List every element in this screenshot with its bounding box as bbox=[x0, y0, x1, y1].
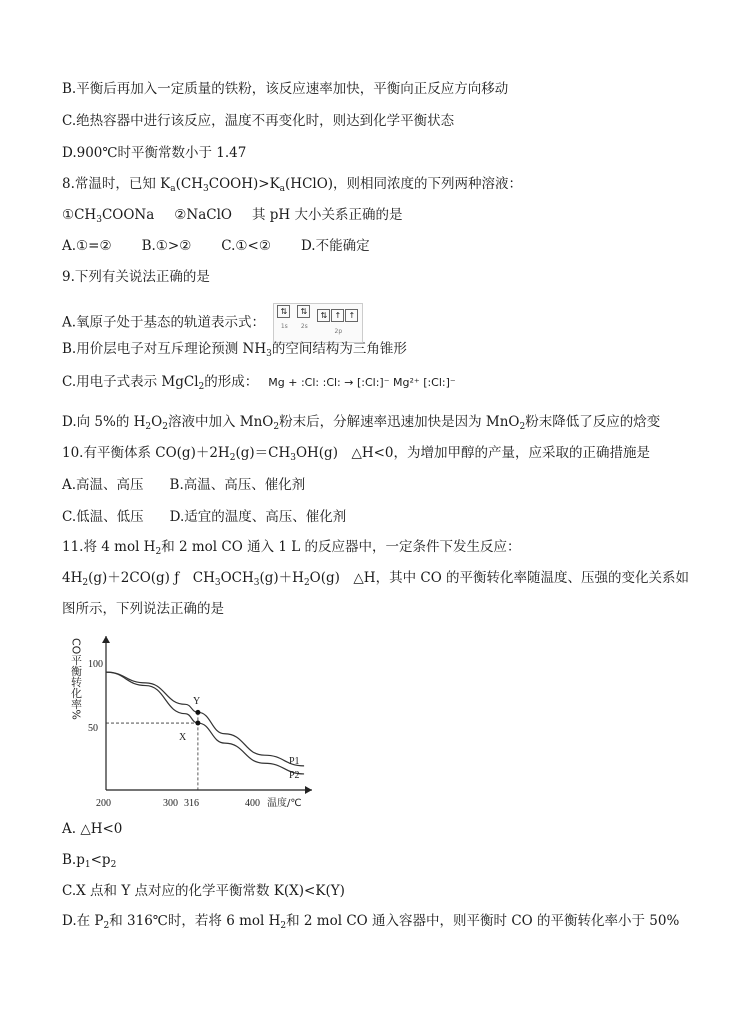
electron-dot-formula: Mg + :Cl: :Cl: → [:Cl:]⁻ Mg²⁺ [:Cl:]⁻ bbox=[268, 375, 456, 389]
q8-items: $①CH_3COONa$ ②NaClO 其 pH 大小关系正确的是 bbox=[62, 207, 403, 225]
q7-option-b: B.平衡后再加入一定质量的铁粉，该反应速率加快，平衡向正反应方向移动 bbox=[62, 81, 509, 97]
y-tick-100: 100 bbox=[88, 659, 103, 670]
x-tick-400: 400 bbox=[245, 798, 260, 809]
point-label-y: Y bbox=[193, 696, 201, 707]
q11-option-a: A. △H<0 bbox=[62, 821, 123, 837]
point-y bbox=[195, 710, 200, 715]
q11-option-c: C.X 点和 Y 点对应的化学平衡常数 K(X)<K(Y) bbox=[62, 883, 345, 899]
x-tick-200: 200 bbox=[96, 798, 111, 809]
y-tick-50: 50 bbox=[88, 723, 98, 734]
q11-stem: 11.将 4 mol $H_2$和 2 mol CO 通入 1 L 的反应器中，一定条件下发生反应： bbox=[62, 539, 521, 557]
orbital-diagram: ⇅ 1s ⇅ 2s ⇅ ↑ ↑ 2p bbox=[273, 303, 363, 343]
q8-options: A.①=② B.①>② C.①<② D.不能确定 bbox=[62, 238, 370, 254]
point-label-x: X bbox=[179, 732, 187, 743]
point-x bbox=[195, 721, 200, 726]
q9-stem: 9.下列有关说法正确的是 bbox=[62, 269, 210, 285]
q11-option-d: D.在 $P_2$和 316℃时，若将 6 mol $H_2$和 2 mol CO 通入容器中，则平衡时 CO 的平衡转化率小于 50% bbox=[62, 913, 680, 931]
series-line-p1 bbox=[106, 672, 304, 766]
series-line-p2 bbox=[106, 672, 304, 774]
x-tick-300: 300 bbox=[163, 798, 178, 809]
q9-option-c: C.用电子式表示 MgCl$_2$的形成： Mg + :Cl: :Cl: → [:Cl:]⁻ Mg²⁺ [:Cl:]⁻ bbox=[62, 374, 456, 392]
x-axis-label: 温度/℃ bbox=[267, 798, 302, 809]
x-tick-316: 316 bbox=[184, 798, 199, 809]
series-label-p1: P1 bbox=[289, 756, 300, 767]
q9-option-d: D.向 5%的 $H_2O_2$溶液中加入 MnO$_2$粉末后，分解速率迅速加快是因为 MnO$_2$粉末降低了反应的焓变 bbox=[62, 414, 661, 432]
q11-reaction: $4H_2(g)+2CO(g)$ ƒ $CH_3OCH_3(g)+H_2O(g)$ △H，其中 CO 的平衡转化率随温度、压强的变化关系如 bbox=[62, 570, 690, 588]
q11-stem-cont: 图所示，下列说法正确的是 bbox=[62, 601, 224, 617]
q7-option-d: D.900℃时平衡常数小于 1.47 bbox=[62, 145, 247, 161]
q9-option-b: B.用价层电子对互斥理论预测 $NH_3$的空间结构为三角锥形 bbox=[62, 341, 407, 359]
y-axis-arrow bbox=[102, 636, 110, 643]
q10-options-cd: C.低温、低压 D.适宜的温度、高压、催化剂 bbox=[62, 509, 347, 525]
q10-options-ab: A.高温、高压 B.高温、高压、催化剂 bbox=[62, 477, 306, 493]
series-label-p2: P2 bbox=[289, 770, 300, 781]
x-axis-arrow bbox=[305, 786, 312, 794]
q10-stem: 10.有平衡体系 $CO(g)+2H_2(g)=CH_3OH(g)$ △H<0，为增加甲醇的产量，应采取的正确措施是 bbox=[62, 445, 651, 463]
q7-option-c: C.绝热容器中进行该反应，温度不再变化时，则达到化学平衡状态 bbox=[62, 113, 455, 129]
q9-option-a: A.氧原子处于基态的轨道表示式： ⇅ 1s ⇅ 2s ⇅ ↑ ↑ 2p bbox=[62, 303, 363, 343]
conversion-chart bbox=[62, 628, 322, 828]
q8-stem: 8.常温时，已知 $K_a(CH_3COOH)>K_a(HClO)$，则相同浓度的下列两种溶液： bbox=[62, 176, 523, 194]
y-axis-label: CO平衡转化率% bbox=[69, 638, 83, 720]
q11-option-b: $B.p_1<p_2$ bbox=[62, 852, 117, 870]
